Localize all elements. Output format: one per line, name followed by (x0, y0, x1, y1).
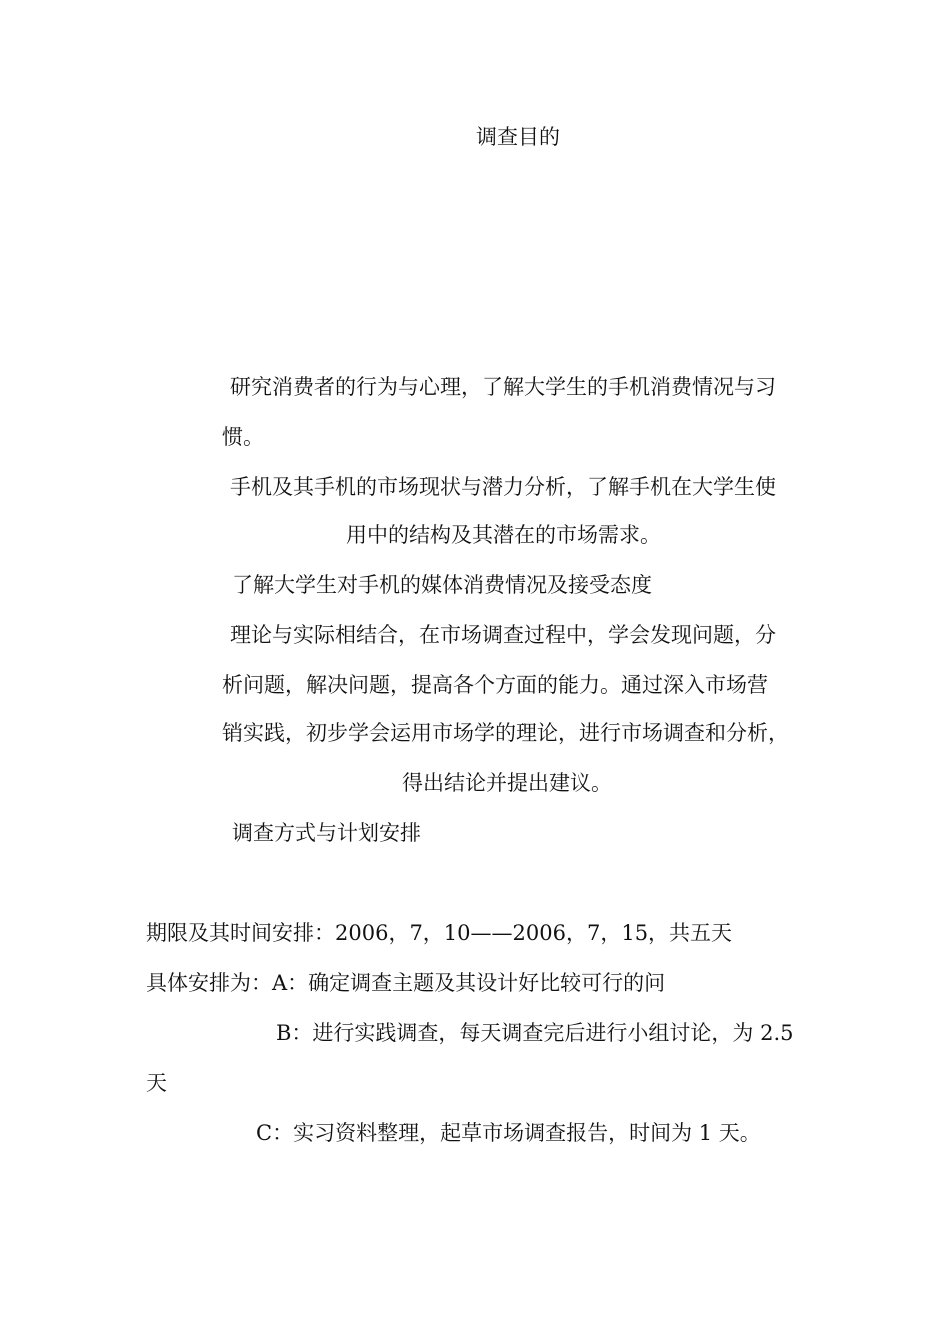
list-item-text: 了解大学生对手机的媒体消费情况及接受态度 (232, 573, 652, 597)
list-item-text: 惯。 (222, 425, 264, 449)
plan-a: 具体安排为：A：确定调查主题及其设计好比较可行的问 (146, 971, 666, 995)
schedule-period: 期限及其时间安排：2006，7，10——2006，7，15，共五天 (146, 921, 733, 945)
list-item-text: 用中的结构及其潜在的市场需求。 (346, 523, 661, 547)
plan-b: B：进行实践调查，每天调查完后进行小组讨论，为 2.5 (276, 1021, 794, 1045)
list-item-text: 析问题，解决问题，提高各个方面的能力。通过深入市场营 (222, 673, 768, 697)
plan-c: C：实习资料整理，起草市场调查报告，时间为 1 天。 (256, 1121, 761, 1145)
section2-heading: 调查方式与计划安排 (232, 821, 421, 845)
list-item-text: 销实践，初步学会运用市场学的理论，进行市场调查和分析， (222, 721, 789, 745)
list-item-text: 研究消费者的行为与心理，了解大学生的手机消费情况与习 (230, 375, 776, 399)
list-item-text: 理论与实际相结合，在市场调查过程中，学会发现问题，分 (230, 623, 776, 647)
plan-b-continued: 天 (146, 1071, 167, 1095)
section1-heading: 调查目的 (476, 125, 560, 149)
list-item-text: 得出结论并提出建议。 (402, 771, 612, 795)
list-item-text: 手机及其手机的市场现状与潜力分析，了解手机在大学生使 (230, 475, 776, 499)
